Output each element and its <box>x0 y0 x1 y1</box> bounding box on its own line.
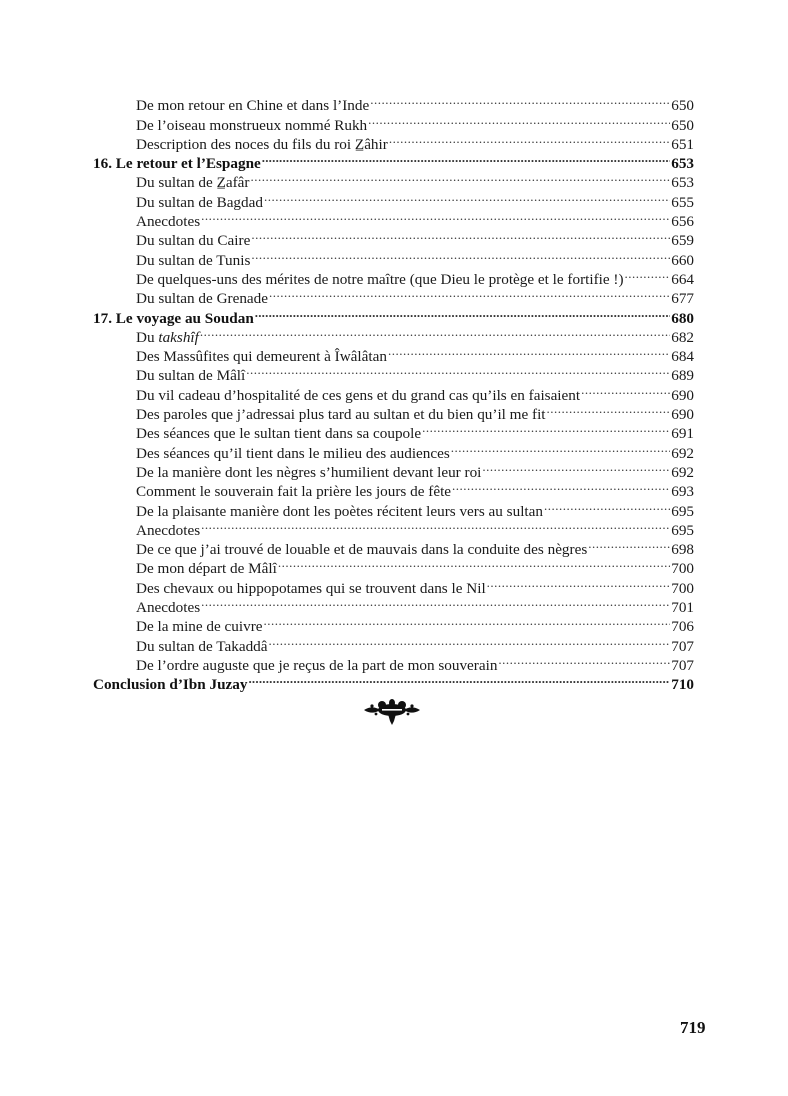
toc-entry-page: 700 <box>671 579 694 597</box>
toc-entry-title-text: De la manière dont les nègres s’humilient devant leur roi <box>136 463 482 481</box>
toc-entry-title-text: Du sultan de Z̲afâr <box>136 174 250 192</box>
toc-entry-title <box>136 116 367 135</box>
toc-entry-title <box>136 328 199 347</box>
toc-entry-title-text: Comment le souverain fait la prière les jours de fête <box>136 483 452 501</box>
dot-leader <box>250 168 670 187</box>
dot-leader <box>278 554 670 573</box>
toc-entry-page: 695 <box>671 502 694 520</box>
dot-leader <box>451 438 670 457</box>
toc-entry-title-text: Conclusion d’Ibn Juzay <box>93 676 248 694</box>
toc-entry-page: 691 <box>671 425 694 443</box>
toc-entry-title <box>136 289 268 308</box>
toc-entry-title-text: Du vil cadeau d’hospitalité de ces gens et du grand cas qu’ils en faisaient <box>136 386 581 404</box>
toc-section-entry <box>93 91 694 115</box>
dot-leader <box>370 91 670 110</box>
dot-leader <box>246 361 670 380</box>
toc-entry-title-text: Du <box>136 328 159 346</box>
toc-entry-title <box>136 521 200 540</box>
toc-entry-page: 659 <box>671 232 694 250</box>
toc-entry-title-text: 16. Le retour et l’Espagne <box>93 155 261 173</box>
toc-entry-title-text: Du sultan de Takaddâ <box>136 637 268 655</box>
toc-entry-italic-term: takshîf <box>158 328 199 346</box>
fleuron-ornament-icon <box>360 697 424 727</box>
toc-entry-title-text: Des séances qu’il tient dans le milieu des audiences <box>136 444 450 462</box>
toc-entry-title-text: Du sultan de Grenade <box>136 290 269 308</box>
toc-entry-page: 706 <box>671 618 694 636</box>
toc-entry-page: 650 <box>671 97 694 115</box>
toc-entry-page: 690 <box>671 386 694 404</box>
toc-entry-title <box>136 637 268 656</box>
toc-entry-title-text: Du sultan de Mâlî <box>136 367 246 385</box>
dot-leader <box>269 631 671 650</box>
toc-entry-title <box>136 444 450 463</box>
toc-entry-title-text: De l’oiseau monstrueux nommé Rukh <box>136 116 368 134</box>
dot-leader <box>482 458 670 477</box>
toc-entry-title <box>136 366 245 385</box>
toc-entry-page: 682 <box>671 328 694 346</box>
toc-entry-title <box>136 424 421 443</box>
dot-leader <box>201 593 670 612</box>
toc-entry-page: 689 <box>671 367 694 385</box>
toc-entry-page: 680 <box>671 309 694 327</box>
toc-entry-page: 701 <box>671 599 694 617</box>
toc-entry-title <box>136 617 263 636</box>
toc-entry-page: 660 <box>671 251 694 269</box>
toc-entry-title <box>136 482 451 501</box>
table-of-contents <box>93 91 694 694</box>
toc-entry-page: 651 <box>671 135 694 153</box>
dot-leader <box>201 207 670 226</box>
toc-entry-title-text: Anecdotes <box>136 521 201 539</box>
toc-entry-page: 710 <box>671 676 694 694</box>
toc-entry-title <box>136 173 249 192</box>
toc-entry-title-text: Du sultan du Caire <box>136 232 251 250</box>
toc-entry-page: 692 <box>671 463 694 481</box>
dot-leader <box>201 516 670 535</box>
toc-entry-title <box>93 154 261 173</box>
toc-entry-page: 692 <box>671 444 694 462</box>
toc-entry-title <box>93 675 247 694</box>
toc-entry-title-text: Du sultan de Tunis <box>136 251 251 269</box>
toc-entry-title-text: De l’ordre auguste que je reçus de la part de mon souverain <box>136 656 498 674</box>
toc-entry-title <box>136 598 200 617</box>
toc-entry-title-text: Du sultan de Bagdad <box>136 193 263 211</box>
toc-entry-title-text: Des séances que le sultan tient dans sa coupole <box>136 425 422 443</box>
toc-entry-title <box>136 463 481 482</box>
toc-entry-page: 653 <box>671 174 694 192</box>
toc-entry-title-text: Anecdotes <box>136 213 201 231</box>
toc-entry-page: 664 <box>671 270 694 288</box>
page-number: 719 <box>680 1018 706 1037</box>
dot-leader <box>487 573 671 592</box>
dot-leader <box>544 496 670 515</box>
toc-entry-title-text: Des chevaux ou hippopotames qui se trouvent dans le Nil <box>136 579 486 597</box>
dot-leader <box>248 670 670 689</box>
toc-entry-title-text: De mon départ de Mâlî <box>136 560 277 578</box>
toc-entry-title-text: Anecdotes <box>136 599 201 617</box>
toc-entry-title-text: De mon retour en Chine et dans l’Inde <box>136 97 370 115</box>
toc-entry-page: 698 <box>671 541 694 559</box>
toc-entry-title <box>136 96 369 115</box>
dot-leader <box>389 130 670 149</box>
dot-leader <box>498 651 670 670</box>
toc-entry-page: 690 <box>671 406 694 424</box>
toc-entry-page: 655 <box>671 193 694 211</box>
toc-entry-title <box>136 559 277 578</box>
toc-entry-title-text: Des paroles que j’adressai plus tard au sultan et du bien qu’il me fit <box>136 406 546 424</box>
dot-leader <box>368 110 670 129</box>
toc-entry-page: 695 <box>671 521 694 539</box>
toc-entry-title <box>136 251 250 270</box>
dot-leader <box>269 284 670 303</box>
toc-entry-title-text: De la mine de cuivre <box>136 618 263 636</box>
toc-entry-title <box>136 231 250 250</box>
dot-leader <box>264 612 671 631</box>
dot-leader <box>251 226 670 245</box>
dot-leader <box>452 477 670 496</box>
toc-entry-title-text: Des Massûfites qui demeurent à Îwâlâtan <box>136 348 387 366</box>
dot-leader <box>251 245 670 264</box>
toc-entry-title <box>136 212 200 231</box>
toc-entry-title-text: De quelques-uns des mérites de notre maître (que Dieu le protège et le fortifie !) <box>136 270 624 288</box>
dot-leader <box>625 265 671 284</box>
toc-entry-page: 650 <box>671 116 694 134</box>
toc-entry-title-text: Description des noces du fils du roi Z̲âhir <box>136 135 388 153</box>
dot-leader <box>547 400 671 419</box>
toc-entry-title-text: De ce que j’ai trouvé de louable et de mauvais dans la conduite des nègres <box>136 541 588 559</box>
dot-leader <box>200 323 670 342</box>
dot-leader <box>588 535 670 554</box>
toc-entry-page: 707 <box>671 656 694 674</box>
dot-leader <box>581 380 670 399</box>
toc-entry-page: 684 <box>671 348 694 366</box>
toc-entry-page: 677 <box>671 290 694 308</box>
toc-entry-title-text: 17. Le voyage au Soudan <box>93 309 254 327</box>
toc-entry-page: 693 <box>671 483 694 501</box>
toc-entry-page: 656 <box>671 213 694 231</box>
dot-leader <box>388 342 670 361</box>
dot-leader <box>255 303 670 322</box>
dot-leader <box>422 419 670 438</box>
toc-entry-page: 707 <box>671 637 694 655</box>
dot-leader <box>262 149 670 168</box>
dot-leader <box>264 187 670 206</box>
toc-entry-page: 700 <box>671 560 694 578</box>
toc-entry-page: 653 <box>671 155 694 173</box>
toc-entry-title-text: De la plaisante manière dont les poètes récitent leurs vers au sultan <box>136 502 543 520</box>
toc-entry-title <box>136 386 580 405</box>
